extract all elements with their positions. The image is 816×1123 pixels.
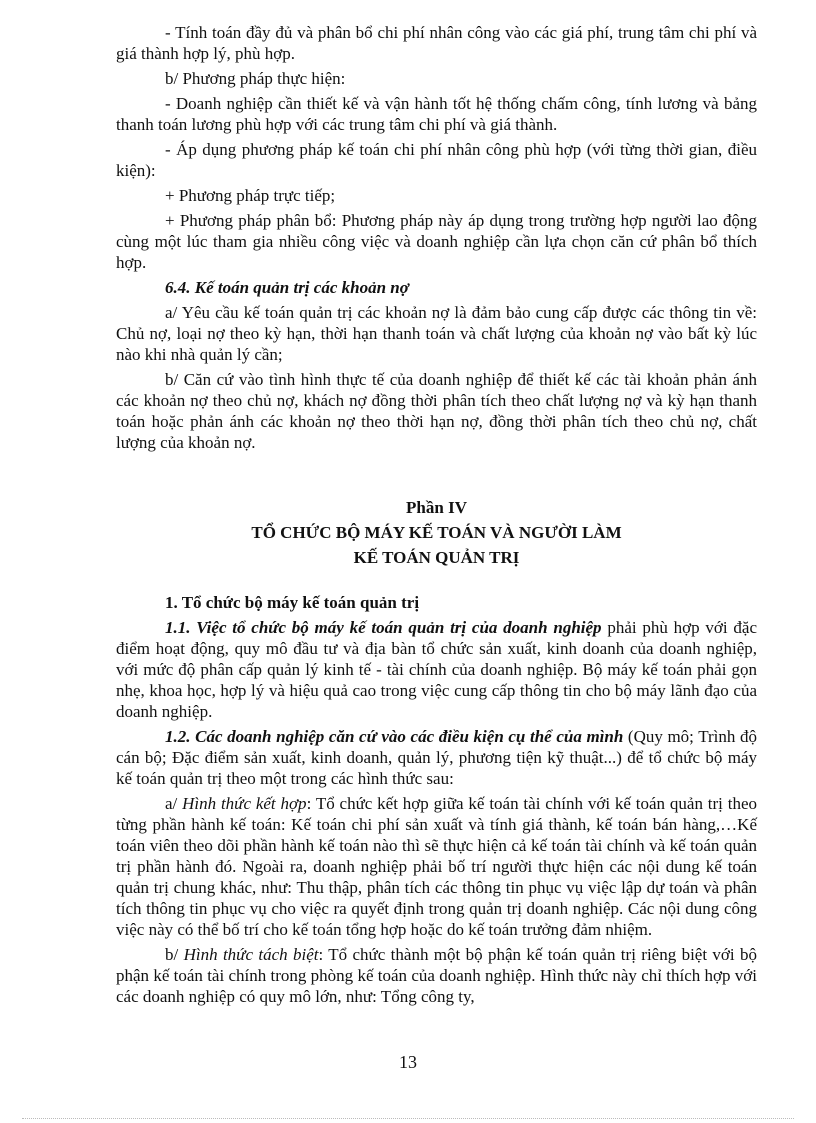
paragraph: b/ Phương pháp thực hiện: [165,69,346,88]
part-title-line1: TỔ CHỨC BỘ MÁY KẾ TOÁN VÀ NGƯỜI LÀM [251,523,622,542]
paragraph: - Tính toán đầy đủ và phân bổ chi phí nhân công vào các giá phí, trung tâm chi phí và giá thành hợp lý, phù hợp. [116,23,757,63]
paragraph: + Phương pháp trực tiếp; [165,186,336,205]
paragraph [116,944,757,1007]
section-heading-6-4: 6.4. Kế toán quản trị các khoản nợ [165,278,409,297]
paragraph-text: : Tổ chức kết hợp giữa kế toán tài chính với kế toán quản trị theo từng phần hành kế toán: Kế toán chi phí sản xuất và tính giá thành, kế toán bán hàng,…Kế toán viên theo dõi phần hành kế toán nào thì sẽ thực hiện cả kế toán tài chính và kế toán quản trị phần hành đó. Ngoài ra, doanh nghiệp phải bố trí người thực hiện các nội dung kế toán quản trị chung khác, như: Thu thập, phân tích các thông tin phục vụ việc lập dự toán và phân tích thông tin phục vụ cho việc ra quyết định trong quản trị doanh nghiệp. Các nội dung công việc này có thể bố trí cho kế toán tổng hợp hoặc do kế toán trưởng đảm nhiệm. [116,794,757,939]
item-lead: Hình thức kết hợp [182,794,307,813]
paragraph-text: (Quy mô; Trình độ cán bộ; Đặc điểm sản xuất, kinh doanh, quản lý, phương tiện kỹ thuật...) để tổ chức bộ máy kế toán quản trị theo một trong các hình thức sau: [116,727,757,788]
paragraph: - Doanh nghiệp cần thiết kế và vận hành tốt hệ thống chấm công, tính lương và bảng thanh toán lương phù hợp với các trung tâm chi phí và giá thành. [116,94,757,134]
part-title-line2: KẾ TOÁN QUẢN TRỊ [353,548,520,567]
item-prefix: b/ [165,945,184,964]
paragraph [116,726,757,789]
paragraph [116,617,757,722]
item-lead: Hình thức tách biệt [183,945,319,964]
subsection-heading-1-1: 1.1. Việc tổ chức bộ máy kế toán quản trị của doanh nghiệp [165,618,602,637]
paragraph: + Phương pháp phân bổ: Phương pháp này áp dụng trong trường hợp người lao động cùng một lúc tham gia nhiều công việc và doanh nghiệp cần lựa chọn căn cứ phân bổ thích hợp. [116,211,757,272]
page-bottom-divider [22,1118,794,1119]
section-heading-1: 1. Tổ chức bộ máy kế toán quản trị [165,593,420,612]
item-prefix: a/ [165,794,183,813]
document-page [116,22,757,1011]
paragraph [116,793,757,940]
paragraph-text: : Tổ chức thành một bộ phận kế toán quản trị riêng biệt với bộ phận kế toán tài chính trong phòng kế toán của doanh nghiệp. Hình thức này chỉ thích hợp với các doanh nghiệp có quy mô lớn, như: Tổng công ty, [116,945,757,1006]
part-label: Phần IV [406,498,467,517]
subsection-heading-1-2: 1.2. Các doanh nghiệp căn cứ vào các điều kiện cụ thể của mình [165,727,624,746]
paragraph-text: phải phù hợp với đặc điểm hoạt động, quy mô đầu tư và địa bàn tổ chức sản xuất, kinh doanh của doanh nghiệp, với mức độ phân cấp quản lý kinh tế - tài chính của doanh nghiệp. Bộ máy kế toán phải gọn nhẹ, khoa học, hợp lý và hiệu quả cao trong việc cung cấp thông tin cho bộ máy lãnh đạo của doanh nghiệp. [116,618,758,721]
page-number: 13 [399,1052,417,1072]
paragraph: b/ Căn cứ vào tình hình thực tế của doanh nghiệp để thiết kế các tài khoản phản ánh các khoản nợ theo chủ nợ, khách nợ đồng thời phân tích theo chất lượng nợ và kỳ hạn thanh toán hoặc phản ánh các khoản nợ theo thời hạn nợ, đồng thời phân tích theo chủ nợ, chất lượng của khoản nợ. [116,370,757,452]
paragraph: a/ Yêu cầu kế toán quản trị các khoản nợ là đảm bảo cung cấp được các thông tin về: Chủ nợ, loại nợ theo kỳ hạn, thời hạn thanh toán và chất lượng của khoản nợ vào bất kỳ lúc nào khi nhà quản lý cần; [116,303,757,364]
paragraph: - Áp dụng phương pháp kế toán chi phí nhân công phù hợp (với từng thời gian, điều kiện): [116,140,757,180]
